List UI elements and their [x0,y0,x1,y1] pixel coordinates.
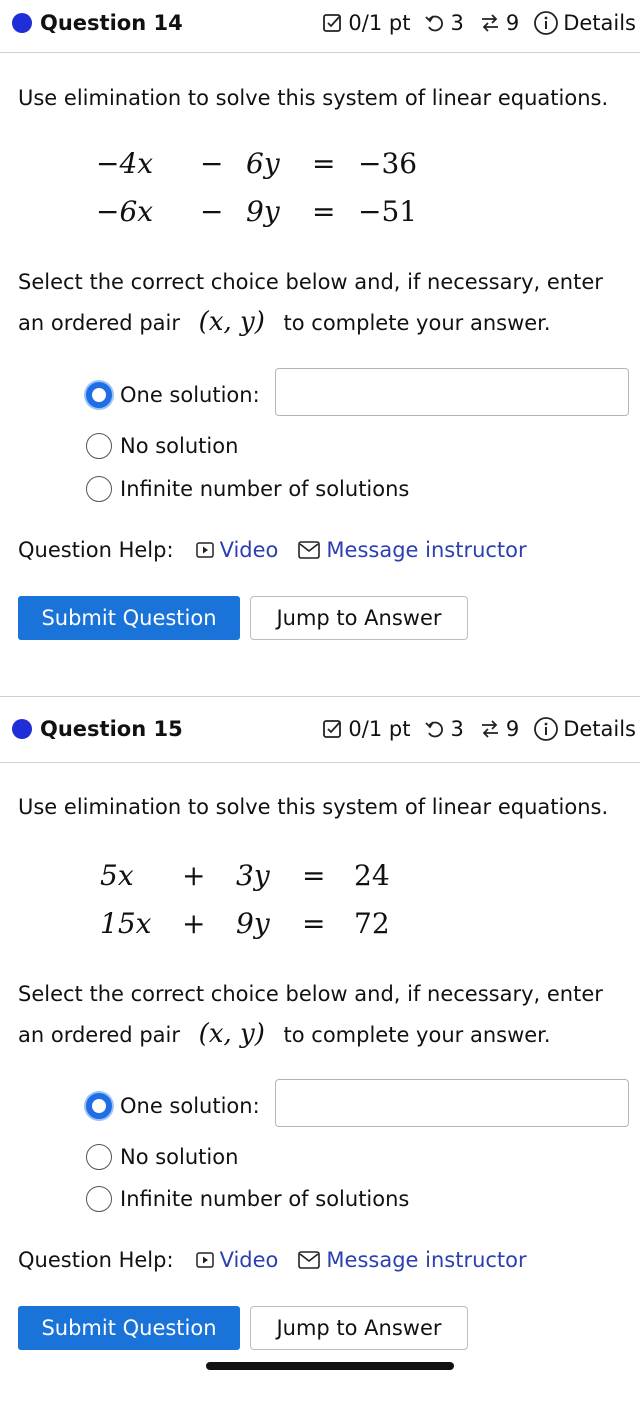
status-dot-icon [12,719,32,739]
question-meta [322,8,636,38]
checkbox-icon [322,718,344,740]
question-title: Question 14 [40,11,183,35]
choice-no-solution[interactable] [86,431,238,461]
choice-label: Infinite number of solutions [120,477,410,501]
equation-x-term: 15x [100,907,152,940]
ordered-pair-math: (x, y) [198,307,265,337]
question-header [0,0,640,52]
equation-rhs: −36 [358,147,418,180]
choice-one-solution[interactable] [86,1091,260,1121]
equation-rhs: 24 [354,859,390,892]
equation-operator: + [182,859,206,892]
play-icon[interactable] [196,542,214,558]
attempts-count: 9 [505,11,520,35]
home-indicator [206,1362,454,1370]
message-instructor-link[interactable]: Message instructor [326,1248,527,1272]
equation-x-term: −6x [96,195,154,228]
retries-count: 3 [450,717,464,741]
question-help [18,1245,527,1275]
choice-label: Infinite number of solutions [120,1187,410,1211]
equation-operator: − [200,147,224,180]
choice-label: No solution [120,1145,239,1169]
choice-infinite-solutions[interactable] [86,1184,409,1214]
equation-x-term: −4x [96,147,154,180]
equation-rhs: 72 [354,907,390,940]
retry-icon [424,718,446,740]
choice-infinite-solutions[interactable] [86,474,409,504]
radio-icon[interactable] [86,1144,112,1170]
radio-icon[interactable] [86,1186,112,1212]
header-divider [0,52,640,53]
video-link[interactable]: Video [219,1248,279,1272]
equation-y-term: 3y [236,859,270,892]
points-text: 0/1 pt [348,11,411,35]
mail-icon[interactable] [298,1251,320,1269]
question-prompt: Use elimination to solve this system of linear equations. [18,795,609,819]
equation-operator: + [182,907,206,940]
equation-equals: = [312,195,336,228]
swap-icon [478,718,502,740]
checkbox-icon [322,12,344,34]
submit-question-button[interactable]: Submit Question [18,596,240,640]
equation-y-term: 9y [246,195,280,228]
info-icon[interactable] [533,10,559,36]
choice-no-solution[interactable] [86,1142,238,1172]
equation-equals: = [302,859,326,892]
answer-input[interactable] [275,368,629,416]
retries-count: 3 [450,11,464,35]
equation-y-term: 9y [236,907,270,940]
equation-y-term: 6y [246,147,280,180]
instruction-text: Select the correct choice below and, if necessary, enter an ordered pair [18,270,603,335]
mail-icon[interactable] [298,541,320,559]
radio-selected-icon[interactable] [86,1093,112,1119]
status-dot-icon [12,13,32,33]
choice-label: No solution [120,434,239,458]
retry-icon [424,12,446,34]
attempts-count: 9 [505,717,520,741]
instruction-text: Select the correct choice below and, if necessary, enter an ordered pair [18,982,603,1047]
details-link[interactable]: Details [563,717,636,741]
info-icon[interactable] [533,716,559,742]
question-meta [322,714,636,744]
message-instructor-link[interactable]: Message instructor [326,538,527,562]
choice-label: One solution: [120,383,260,407]
help-label: Question Help: [18,1248,174,1272]
help-label: Question Help: [18,538,174,562]
points-text: 0/1 pt [348,717,411,741]
question-title: Question 15 [40,717,183,741]
instruction-text-end: to complete your answer. [283,311,551,335]
question-help [18,535,527,565]
equation-equals: = [302,907,326,940]
video-link[interactable]: Video [219,538,279,562]
instruction-text-end: to complete your answer. [283,1023,551,1047]
radio-icon[interactable] [86,476,112,502]
radio-icon[interactable] [86,433,112,459]
equation-x-term: 5x [100,859,134,892]
question-prompt: Use elimination to solve this system of linear equations. [18,86,609,110]
submit-question-button[interactable]: Submit Question [18,1306,240,1350]
question-divider [0,696,640,697]
radio-selected-icon[interactable] [86,382,112,408]
choice-instruction [18,262,634,343]
jump-to-answer-button[interactable]: Jump to Answer [250,596,468,640]
equation-rhs: −51 [358,195,418,228]
answer-input[interactable] [275,1079,629,1127]
choice-one-solution[interactable] [86,380,260,410]
choice-label: One solution: [120,1094,260,1118]
question-header [0,706,640,758]
play-icon[interactable] [196,1252,214,1268]
equation-equals: = [312,147,336,180]
choice-instruction [18,974,634,1055]
equation-operator: − [200,195,224,228]
ordered-pair-math: (x, y) [198,1019,265,1049]
question-15-card [0,706,640,1416]
details-link[interactable]: Details [563,11,636,35]
jump-to-answer-button[interactable]: Jump to Answer [250,1306,468,1350]
header-divider [0,762,640,763]
swap-icon [478,12,502,34]
